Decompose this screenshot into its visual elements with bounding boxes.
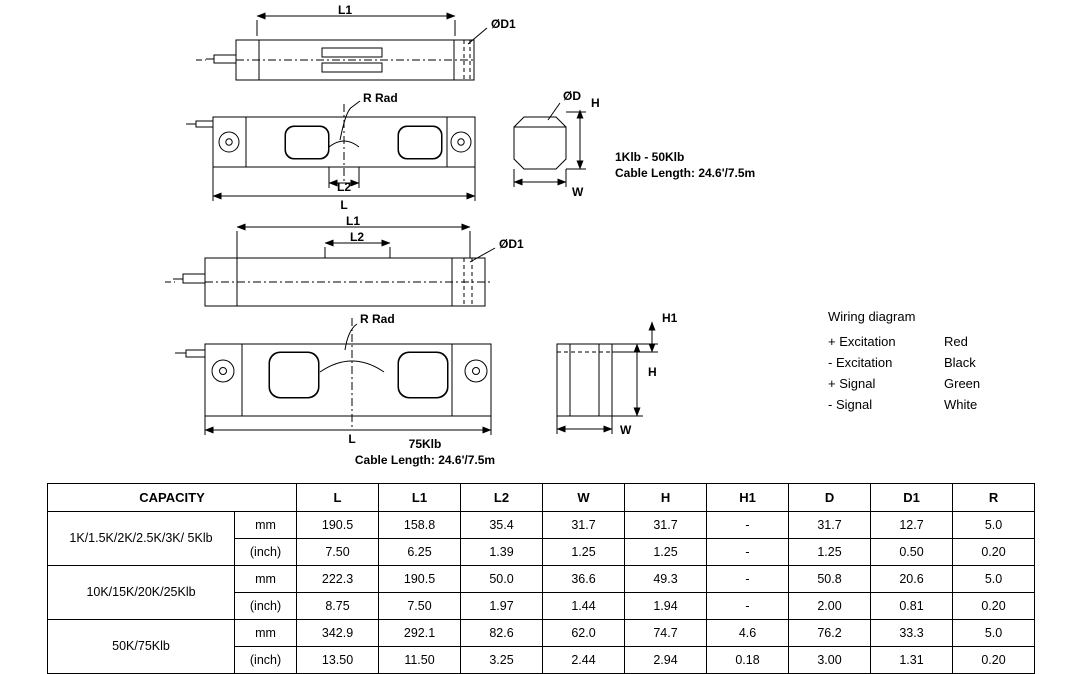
dim-label-w-end2: W: [620, 423, 632, 437]
dim-label-l2-top2: L2: [349, 230, 365, 244]
cell-2-mm-r: 5.0: [953, 620, 1035, 647]
cell-0-mm-h1: -: [707, 512, 789, 539]
cell-0-in-l: 7.50: [297, 539, 379, 566]
th-w: W: [543, 484, 625, 512]
note2-line2: Cable Length: 24.6'/7.5m: [354, 453, 496, 467]
note1-line1: 1Klb - 50Klb: [615, 150, 685, 164]
table-row: [48, 512, 1035, 539]
cell-1-in-r: 0.20: [953, 593, 1035, 620]
th-capacity: CAPACITY: [48, 484, 297, 512]
view-side-small: [186, 101, 475, 201]
cell-2-mm-l2: 82.6: [461, 620, 543, 647]
label-r-rad-1: R Rad: [363, 91, 398, 105]
dim-label-l1-top2: L1: [345, 214, 361, 228]
wiring-signal-1: - Excitation: [828, 355, 893, 370]
cell-2-mm-h: 74.7: [625, 620, 707, 647]
cell-2-in-w: 2.44: [543, 647, 625, 674]
cell-0-in-h: 1.25: [625, 539, 707, 566]
cell-0-in-h1: -: [707, 539, 789, 566]
cell-2-in-l: 13.50: [297, 647, 379, 674]
capacity-cell-2: 50K/75Klb: [48, 620, 235, 674]
view-top-small: [196, 16, 487, 80]
cell-1-mm-l1: 190.5: [379, 566, 461, 593]
cell-0-mm-d1: 12.7: [871, 512, 953, 539]
cell-1-mm-h: 49.3: [625, 566, 707, 593]
cell-1-mm-r: 5.0: [953, 566, 1035, 593]
cell-0-in-d1: 0.50: [871, 539, 953, 566]
cell-2-mm-d1: 33.3: [871, 620, 953, 647]
cell-1-in-w: 1.44: [543, 593, 625, 620]
cell-1-mm-h1: -: [707, 566, 789, 593]
unit-cell-1-inch: (inch): [235, 593, 297, 620]
cell-0-mm-l2: 35.4: [461, 512, 543, 539]
cell-0-mm-l1: 158.8: [379, 512, 461, 539]
cell-1-mm-l2: 50.0: [461, 566, 543, 593]
th-h1: H1: [707, 484, 789, 512]
cell-0-in-w: 1.25: [543, 539, 625, 566]
dim-label-d-end1: ØD: [563, 89, 581, 103]
dim-label-l2-side1: L2: [336, 180, 352, 194]
wiring-color-2: Green: [944, 376, 981, 391]
dim-label-h1-end2: H1: [662, 311, 678, 325]
wiring-title: Wiring diagram: [828, 309, 916, 324]
cell-0-mm-h: 31.7: [625, 512, 707, 539]
cell-1-in-h1: -: [707, 593, 789, 620]
dim-label-w-end1: W: [572, 185, 584, 199]
view-side-large: [175, 318, 491, 435]
dim-label-l-side2: L: [348, 432, 356, 446]
wiring-signal-3: - Signal: [828, 397, 873, 412]
cell-2-mm-l: 342.9: [297, 620, 379, 647]
cell-0-in-d: 1.25: [789, 539, 871, 566]
cell-1-in-d: 2.00: [789, 593, 871, 620]
cell-2-in-h1: 0.18: [707, 647, 789, 674]
th-h: H: [625, 484, 707, 512]
table-row: [48, 566, 1035, 593]
cell-2-mm-l1: 292.1: [379, 620, 461, 647]
spec-table: [47, 483, 1035, 674]
view-end-large: [557, 322, 658, 434]
th-d: D: [789, 484, 871, 512]
wiring-color-3: White: [944, 397, 978, 412]
unit-cell-0-inch: (inch): [235, 539, 297, 566]
cell-1-in-d1: 0.81: [871, 593, 953, 620]
dim-label-l-side1: L: [340, 198, 348, 212]
cell-2-in-r: 0.20: [953, 647, 1035, 674]
cell-0-in-l1: 6.25: [379, 539, 461, 566]
dim-label-d1-top2: ØD1: [499, 237, 524, 251]
unit-cell-0-mm: mm: [235, 512, 297, 539]
cell-1-in-h: 1.94: [625, 593, 707, 620]
cell-2-in-h: 2.94: [625, 647, 707, 674]
cell-1-mm-l: 222.3: [297, 566, 379, 593]
cell-2-in-d1: 1.31: [871, 647, 953, 674]
wiring-diagram: [828, 309, 980, 412]
wiring-signal-2: + Signal: [828, 376, 876, 391]
dim-label-l1-top1: L1: [337, 3, 353, 17]
dim-label-h-end2: H: [648, 365, 657, 379]
cell-2-mm-w: 62.0: [543, 620, 625, 647]
cell-1-mm-w: 36.6: [543, 566, 625, 593]
cell-2-mm-h1: 4.6: [707, 620, 789, 647]
cell-0-mm-r: 5.0: [953, 512, 1035, 539]
unit-cell-2-inch: (inch): [235, 647, 297, 674]
cell-0-mm-l: 190.5: [297, 512, 379, 539]
cell-2-in-d: 3.00: [789, 647, 871, 674]
label-r-rad-2: R Rad: [360, 312, 395, 326]
cell-0-mm-d: 31.7: [789, 512, 871, 539]
wiring-signal-0: + Excitation: [828, 334, 896, 349]
wiring-color-0: Red: [944, 334, 968, 349]
table-header-row: [48, 484, 1035, 512]
capacity-cell-0: 1K/1.5K/2K/2.5K/3K/ 5Klb: [48, 512, 235, 566]
cell-1-in-l1: 7.50: [379, 593, 461, 620]
th-l: L: [297, 484, 379, 512]
wiring-color-1: Black: [944, 355, 976, 370]
cell-1-mm-d1: 20.6: [871, 566, 953, 593]
view-end-small: [514, 103, 586, 187]
capacity-cell-1: 10K/15K/20K/25Klb: [48, 566, 235, 620]
view-top-large: [165, 227, 495, 306]
cell-1-in-l2: 1.97: [461, 593, 543, 620]
unit-cell-2-mm: mm: [235, 620, 297, 647]
cell-1-mm-d: 50.8: [789, 566, 871, 593]
table-row: [48, 620, 1035, 647]
cell-2-mm-d: 76.2: [789, 620, 871, 647]
cell-2-in-l2: 3.25: [461, 647, 543, 674]
th-r: R: [953, 484, 1035, 512]
th-d1: D1: [871, 484, 953, 512]
th-l2: L2: [461, 484, 543, 512]
cell-0-in-r: 0.20: [953, 539, 1035, 566]
cell-2-in-l1: 11.50: [379, 647, 461, 674]
note2-line1: 75Klb: [408, 437, 442, 451]
note1-line2: Cable Length: 24.6'/7.5m: [615, 166, 756, 180]
cell-1-in-l: 8.75: [297, 593, 379, 620]
th-l1: L1: [379, 484, 461, 512]
dim-label-d1-top1: ØD1: [491, 17, 516, 31]
cell-0-mm-w: 31.7: [543, 512, 625, 539]
spec-table-wrap: [47, 483, 1034, 674]
cell-0-in-l2: 1.39: [461, 539, 543, 566]
unit-cell-1-mm: mm: [235, 566, 297, 593]
dim-label-h-end1: H: [591, 96, 600, 110]
